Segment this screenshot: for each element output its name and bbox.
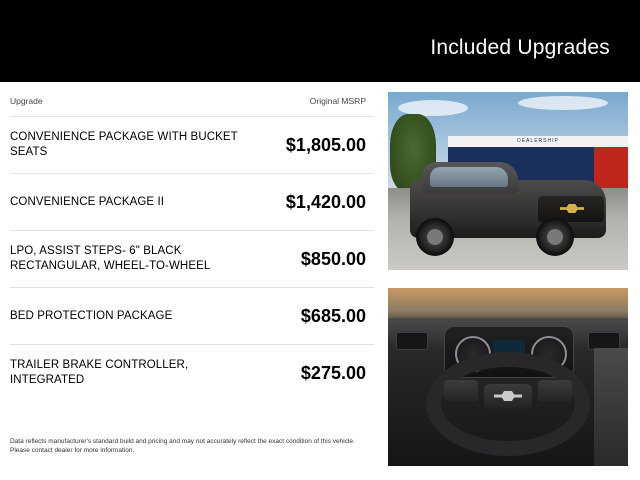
upgrade-name: CONVENIENCE PACKAGE WITH BUCKET SEATS (10, 131, 238, 158)
interior-photo (388, 288, 628, 466)
upgrade-price: $1,420.00 (285, 191, 366, 212)
table-row (10, 173, 374, 230)
windshield (388, 288, 628, 322)
front-wheel (416, 218, 454, 256)
table-header-row (10, 82, 374, 116)
column-header-upgrade: Upgrade (10, 96, 43, 106)
table-row (10, 230, 374, 287)
wheel-hub (547, 229, 563, 245)
upgrade-name: LPO, ASSIST STEPS- 6" BLACK RECTANGULAR, WHEEL-TO-WHEEL (10, 245, 211, 272)
truck-window (430, 167, 508, 187)
upgrade-name: CONVENIENCE PACKAGE II (10, 195, 165, 208)
page-body (0, 82, 640, 480)
page-title: Included Upgrades (430, 36, 610, 59)
cloud-shape (518, 96, 608, 110)
air-vent-left (396, 332, 428, 350)
upgrade-price: $275.00 (300, 362, 366, 383)
table-row (10, 344, 374, 401)
steering-wheel-spoke-right (538, 380, 572, 402)
page-header (0, 0, 640, 82)
steering-wheel-spoke-left (444, 380, 478, 402)
disclaimer-text: Data reflects manufacturer's standard build and pricing and may not accurately reflect the exact condition of this vehicle. Please contact dealer for more information. (10, 438, 355, 454)
rear-wheel (536, 218, 574, 256)
table-body (10, 116, 374, 401)
exterior-photo (388, 92, 628, 270)
upgrades-table (0, 82, 382, 480)
upgrade-price: $1,805.00 (285, 134, 366, 155)
door-panel (594, 348, 628, 466)
upgrade-price: $850.00 (300, 248, 366, 269)
table-row (10, 287, 374, 344)
table-row (10, 116, 374, 173)
dealership-sign: DEALERSHIP (448, 136, 628, 147)
wheel-hub (427, 229, 443, 245)
upgrade-name: BED PROTECTION PACKAGE (10, 309, 173, 322)
vehicle-photos (388, 92, 628, 470)
column-header-msrp: Original MSRP (309, 96, 366, 106)
building-accent (594, 147, 628, 188)
upgrade-name: TRAILER BRAKE CONTROLLER, INTEGRATED (10, 359, 189, 386)
upgrade-price: $685.00 (300, 305, 366, 326)
